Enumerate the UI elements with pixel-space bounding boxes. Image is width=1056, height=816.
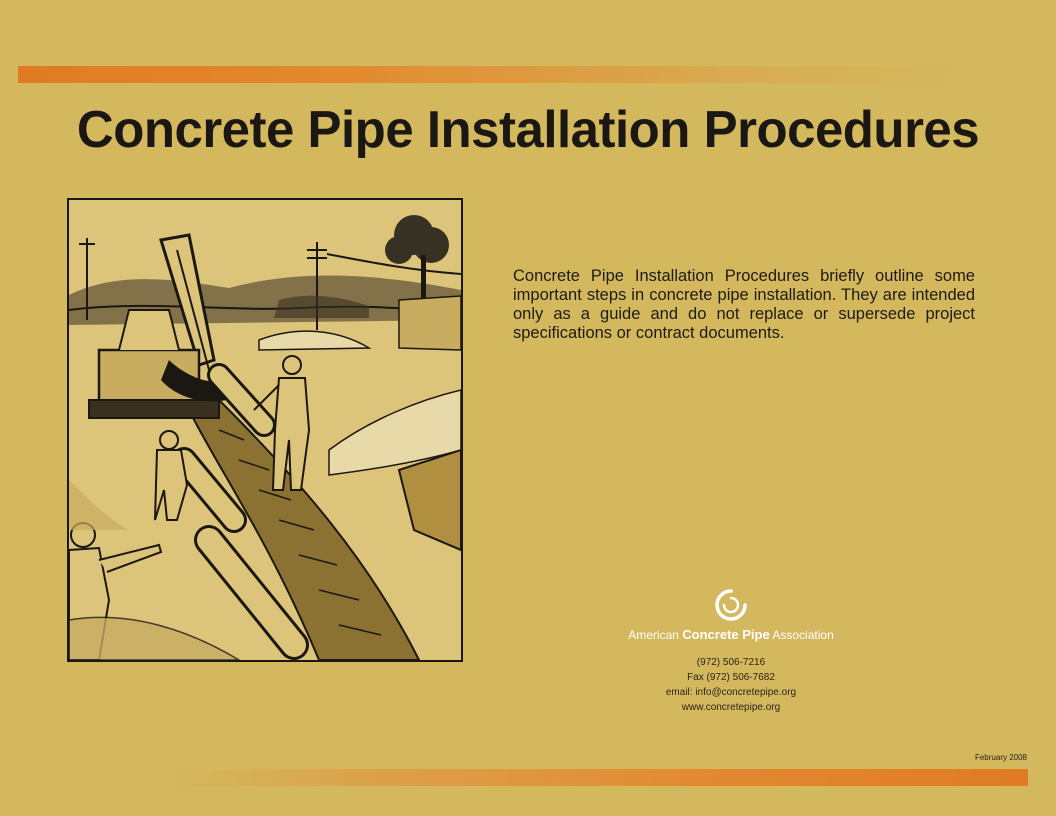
association-name-bold: Concrete Pipe (682, 627, 770, 642)
acpa-logo-icon (714, 588, 748, 624)
contact-fax: Fax (972) 506-7682 (687, 672, 775, 683)
contact-block (600, 655, 862, 715)
association-name-suffix: Association (772, 628, 834, 642)
contact-phone: (972) 506-7216 (696, 657, 766, 668)
association-block (600, 588, 862, 642)
bottom-accent-bar (170, 769, 1028, 786)
top-accent-bar (18, 66, 958, 83)
contact-email: email: info@concretepipe.org (665, 687, 797, 698)
page-title: Concrete Pipe Installation Procedures (76, 101, 980, 159)
association-name-prefix: American (628, 628, 679, 642)
intro-paragraph: Concrete Pipe Installation Procedures briefly outline some important steps in concrete pipe installation. They are intended only as a guide and do not replace or supersede project specifications or contract documents. (513, 267, 975, 342)
contact-website: www.concretepipe.org (681, 702, 781, 713)
association-name (600, 627, 862, 642)
publication-date: February 2008 (974, 753, 1027, 762)
pipe-installation-illustration (67, 198, 463, 662)
